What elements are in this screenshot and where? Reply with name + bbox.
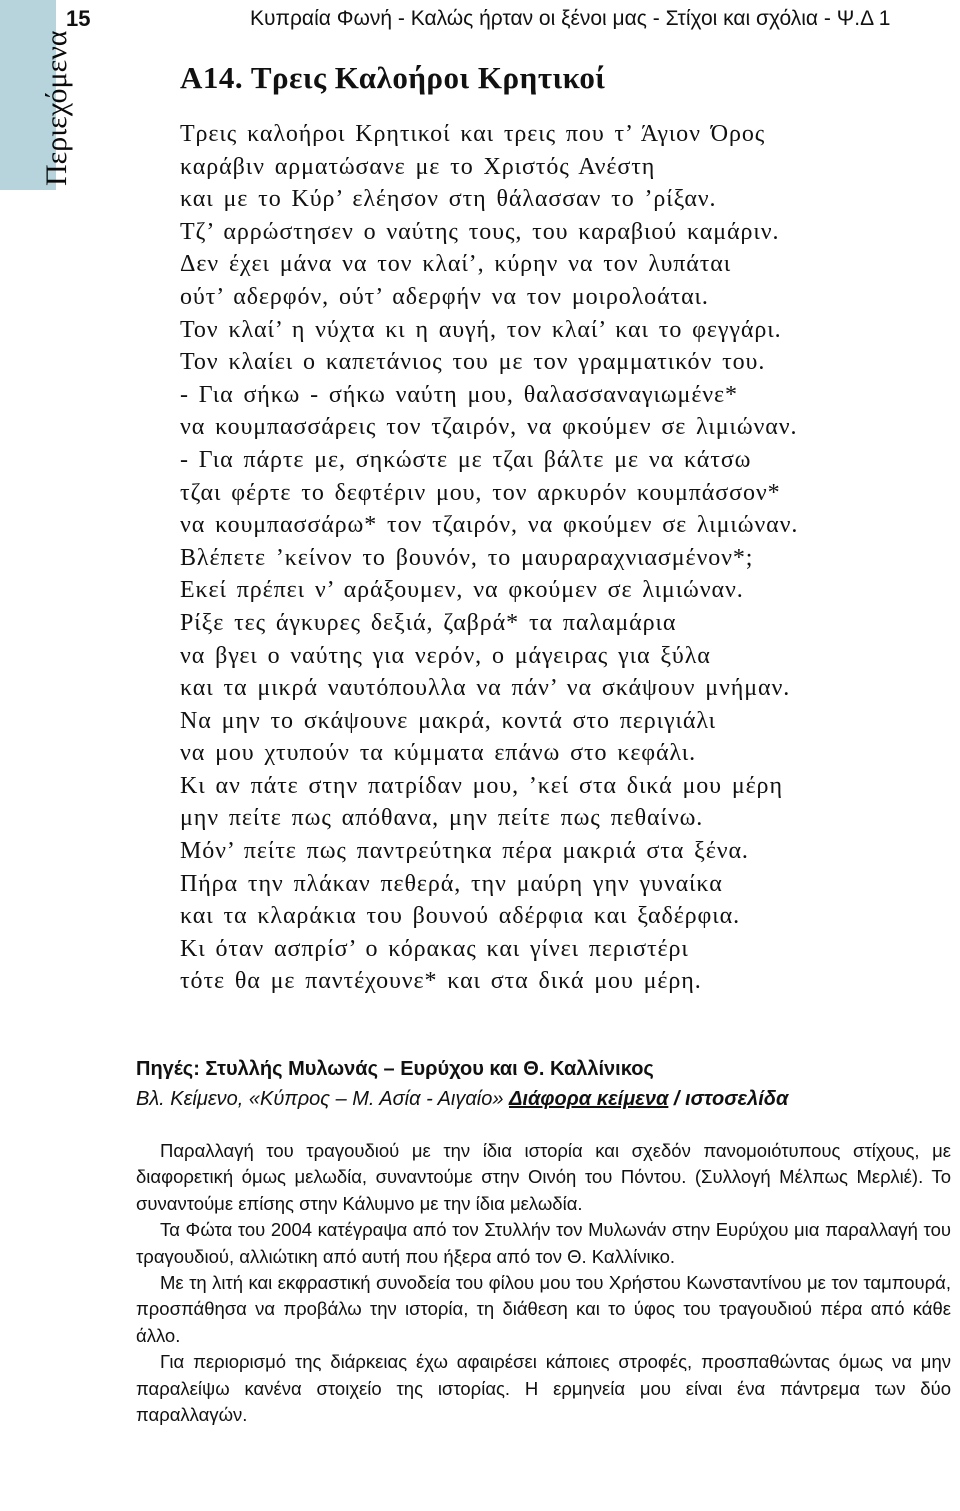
contents-tab[interactable] [0,0,73,190]
sources-block [136,1054,936,1114]
poem-line: να μου χτυπούν τα κύμματα επάνω στο κεφάλι. [180,740,697,767]
poem-line: και τα μικρά ναυτόπουλλα να πάν’ να σκάψουν μνήμαν. [180,675,791,702]
poem-line: να κουμπασσάρω* τον τζαιρόν, να φκούμεν σε λιμιώναν. [180,512,799,539]
commentary-paragraph: Παραλλαγή του τραγουδιού με την ίδια ιστορία και σχεδόν πανομοιότυπους στίχους, με διαφορετική όμως μελωδία, συναντούμε στην Οινόη του Πόντου. (Συλλογή Μέλπως Μερλιέ). Το συναντούμε επίσης στην Κάλυμνο με την ίδια μελωδία. [136,1140,951,1214]
commentary [136,1138,951,1428]
poem-line: Κι αν πάτε στην πατρίδαν μου, ’κεί στα δικά μου μέρη [180,772,783,799]
poem-line: Εκεί πρέπει ν’ αράξουμεν, να φκούμεν σε λιμιώναν. [180,577,744,604]
poem-line: και τα κλαράκια του βουνού αδέρφια και ξαδέρφια. [180,903,741,930]
sidebar [0,0,73,1511]
poem-line: να κουμπασσάρεις τον τζαιρόν, να φκούμεν σε λιμιώναν. [180,414,798,441]
poem-line: Μόν’ πείτε πως παντρεύτηκα πέρα μακριά στα ξένα. [180,838,749,865]
poem-line: και με το Κύρ’ ελέησον στη θάλασσαν το ’ρίξαν. [180,186,717,213]
commentary-paragraph: Για περιορισμό της διάρκειας έχω αφαιρέσει κάποιες στροφές, προσπαθώντας όμως να μην παραλείψω κανένα στοιχείο της ιστορίας. Η ερμηνεία μου είναι ένα πάντρεμα των δύο παραλλαγών. [136,1351,951,1426]
poem-title: Α14. Τρεις Καλοήροι Κρητικοί [180,60,606,95]
contents-link[interactable]: Περιεχόμενα [40,30,73,186]
poem-line: Τρεις καλοήροι Κρητικοί και τρεις που τ’ Άγιον Όρος [180,121,766,147]
poem-line: - Για σήκω - σήκω ναύτη μου, θαλασσαναγιωμένε* [180,381,738,408]
poem-line: Τζ’ αρρώστησεν ο ναύτης τους, του καραβιού καμάριν. [180,218,780,245]
various-texts-link[interactable]: Διάφορα κείμενα [509,1088,669,1110]
poem-line: Ρίξε τες άγκυρες δεξιά, ζαβρά* τα παλαμάρια [180,609,677,636]
poem-line: Πήρα την πλάκαν πεθερά, την μαύρη γην γυναίκα [180,870,723,897]
poem-line: καράβιν αρματώσανε με το Χριστός Ανέστη [180,153,656,180]
poem-body [180,118,940,998]
running-header: Κυπραία Φωνή - Καλώς ήρταν οι ξένοι μας - Στίχοι και σχόλια - Ψ.Δ 1 [250,7,891,30]
sources-line: Πηγές: Στυλλής Μυλωνάς – Ευρύχου και Θ. Καλλίνικος [136,1058,654,1080]
poem-line: Τον κλαίει ο καπετάνιος του με τον γραμματικόν του. [180,349,766,376]
reference-suffix: / ιστοσελίδα [668,1088,789,1110]
poem-line: Τον κλαί’ η νύχτα κι η αυγή, τον κλαί’ και το φεγγάρι. [180,316,782,343]
poem-line: μην πείτε πως απόθανα, μην πείτε πως πεθαίνω. [180,805,704,832]
poem-line: Δεν έχει μάνα να τον κλαί’, κύρην να τον λυπάται [180,251,732,278]
commentary-paragraph: Τα Φώτα του 2004 κατέγραψα από τον Στυλλήν τον Μυλωνάν στην Ευρύχου μια παραλλαγή του τραγουδιού, αλλιώτικη από αυτή που ήξερα από τον Θ. Καλλίνικο. [136,1219,951,1267]
poem-line: τότε θα με παντέχουνε* και στα δικά μου μέρη. [180,968,702,995]
poem-line: να βγει ο ναύτης για νερόν, ο μάγειρας για ξύλα [180,642,711,669]
commentary-paragraph: Με τη λιτή και εκφραστική συνοδεία του φίλου μου του Χρήστου Κωνσταντίνου με τον ταμπουρά, προσπάθησα να προβάλω την ιστορία, τη διάθεση και το ύφος του τραγουδιού πέρα από κάθε άλλο. [136,1272,951,1346]
poem-line: - Για πάρτε με, σηκώστε με τζαι βάλτε με να κάτσω [180,446,752,473]
poem-line: Κι όταν ασπρίσ’ ο κόρακας και γίνει περιστέρι [180,935,689,962]
poem-line: τζαι φέρτε το δεφτέριν μου, τον αρκυρόν κουμπάσσον* [180,479,781,506]
poem-line: ούτ’ αδερφόν, ούτ’ αδερφήν να τον μοιρολοάται. [180,283,709,310]
reference-line [136,1084,936,1114]
poem-line: Να μην το σκάψουνε μακρά, κοντά στο περιγιάλι [180,707,716,734]
page-number: 15 [66,6,91,31]
poem-line: Βλέπετε ’κείνον το βουνόν, το μαυραραχνιασμένον*; [180,544,754,571]
reference-prefix: Βλ. Κείμενο, «Κύπρος – Μ. Ασία - Αιγαίο» [136,1088,509,1110]
